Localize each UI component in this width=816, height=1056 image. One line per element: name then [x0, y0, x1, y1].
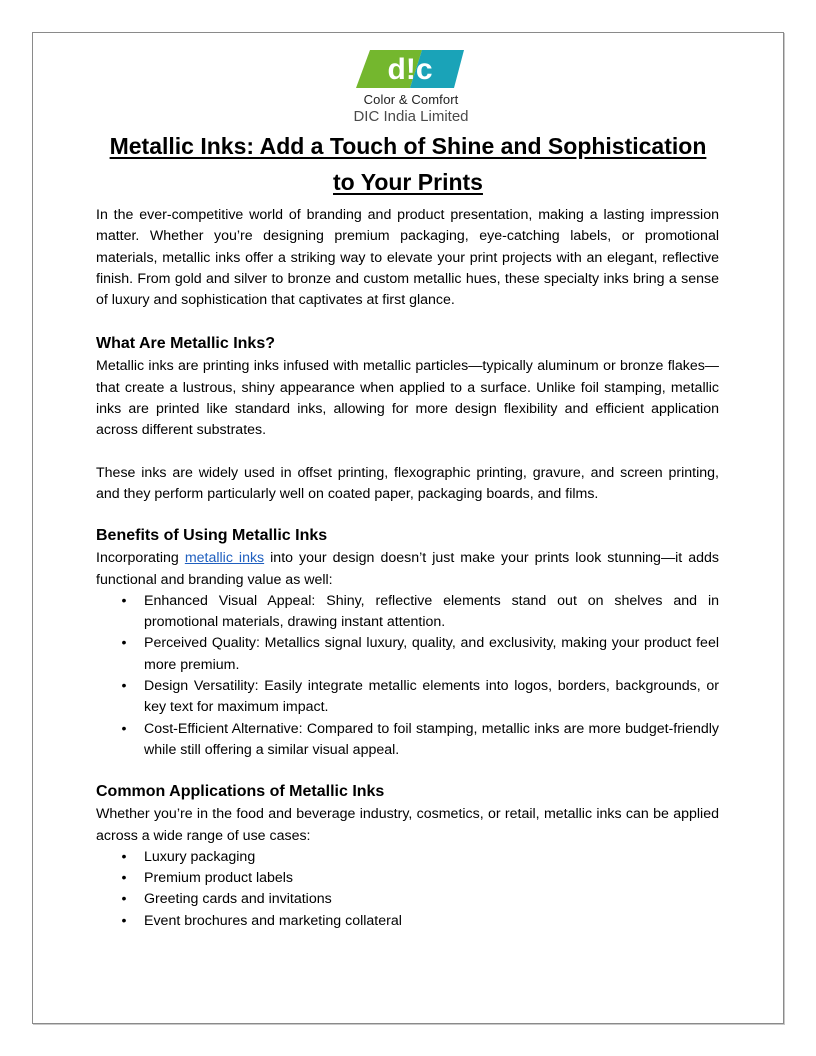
company-logo	[336, 46, 486, 128]
list-item-text: Perceived Quality: Metallics signal luxury, quality, and exclusivity, making your product feel more premium.	[144, 635, 719, 673]
logo-tagline: Color & Comfort	[363, 92, 459, 107]
list-item	[121, 591, 719, 634]
list-item-text: Premium product labels	[144, 870, 294, 887]
list-item	[121, 868, 719, 889]
benefits-intro-end: into your design doesn’t just make your prints look stunning—it adds functional and branding value as well:	[96, 550, 719, 588]
list-item-text: Enhanced Visual Appeal: Shiny, reflective elements stand out on shelves and in promotional materials, drawing instant attention.	[144, 592, 719, 631]
logo-brand-text: d!c	[387, 53, 433, 86]
bullet-icon: •	[121, 891, 127, 908]
page-title: Metallic Inks: Add a Touch of Shine and Sophistication to Your Prints	[109, 133, 707, 195]
bullet-icon: •	[121, 678, 127, 695]
heading-what-are-metallic-inks: What Are Metallic Inks?	[96, 335, 275, 353]
list-item-text: Design Versatility: Easily integrate metallic elements into logos, borders, backgrounds, or key text for maximum impact.	[144, 678, 719, 716]
list-item-text: Event brochures and marketing collateral	[144, 912, 402, 929]
company-name: DIC India Limited	[353, 108, 469, 125]
what-paragraph-2: These inks are widely used in offset printing, flexographic printing, gravure, and screen printing, and they perform particularly well on coated paper, packaging boards, and films.	[96, 464, 719, 502]
heading-benefits: Benefits of Using Metallic Inks	[96, 527, 328, 545]
list-item	[121, 676, 719, 719]
list-item	[121, 911, 719, 932]
bullet-icon: •	[121, 592, 127, 609]
bullet-icon: •	[121, 912, 127, 929]
benefits-intro	[96, 548, 719, 591]
intro-paragraph: In the ever-competitive world of branding and product presentation, making a lasting impression matter. Whether you’re designing premium packaging, eye-catching labels, or promotional materials, metallic inks offer a striking way to elevate your print projects with an elegant, reflective finish. From gold and silver to bronze and custom metallic hues, these specialty inks bring a sense of luxury and sophistication that captivates at first glance.	[96, 207, 719, 309]
bullet-icon: •	[121, 635, 127, 652]
list-item	[121, 847, 719, 868]
list-item-text: Greeting cards and invitations	[144, 891, 332, 908]
bullet-icon: •	[121, 848, 127, 865]
heading-applications: Common Applications of Metallic Inks	[96, 783, 385, 801]
benefits-list	[96, 591, 719, 761]
list-item	[121, 889, 719, 910]
what-paragraph-1: Metallic inks are printing inks infused with metallic particles—typically aluminum or bronze flakes—that create a lustrous, shiny appearance when applied to a surface. Unlike foil stamping, metallic inks are printed like standard inks, allowing for more design flexibility and efficient application across different substrates.	[96, 358, 719, 439]
bullet-icon: •	[121, 870, 127, 887]
article-body	[96, 205, 719, 932]
bullet-icon: •	[121, 720, 127, 737]
list-item-text: Cost-Efficient Alternative: Compared to foil stamping, metallic inks are more budget-friendly while still offering a similar visual appeal.	[144, 720, 719, 758]
list-item	[121, 633, 719, 676]
list-item	[121, 719, 719, 762]
benefits-intro-start: Incorporating	[96, 550, 185, 567]
dic-logo-mark	[356, 48, 464, 90]
list-item-text: Luxury packaging	[144, 848, 256, 865]
applications-list	[96, 847, 719, 932]
metallic-inks-link[interactable]: metallic inks	[184, 550, 265, 567]
applications-intro: Whether you’re in the food and beverage industry, cosmetics, or retail, metallic inks can be applied across a wide range of use cases:	[96, 806, 719, 844]
